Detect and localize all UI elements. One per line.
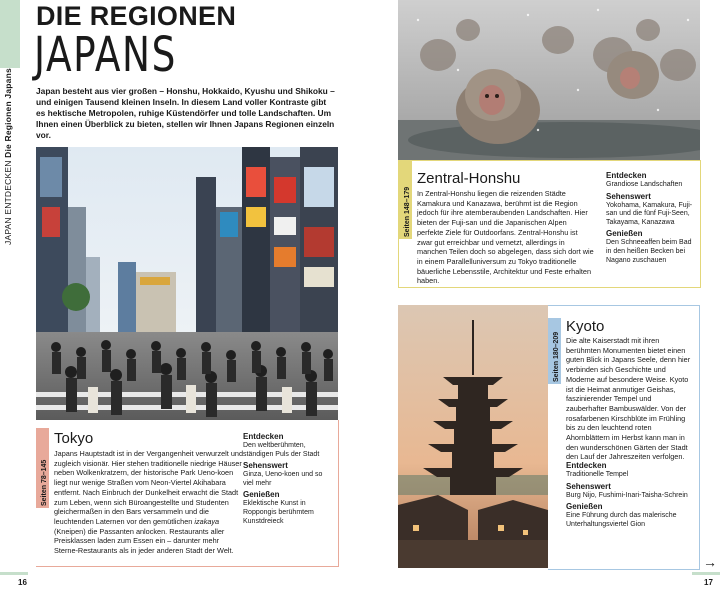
tokyo-text-part1: Japans Hauptstadt ist in der Vergangenheit verwurzelt und zugleich visionär. Hier stehen traditionelle niedrige Häuser neben Wolkenkratzern, der historische Park Ueno-koen liegt nur wenige Straßen vom Neon-Viertel Akihabara entfernt. Nach Einbruch der Dunkelheit erwacht die Stadt zum Leben, wenn sich Büroangestellte und Studenten gleichermaßen in den Bars versammeln und die leuchtenden Laternen vor den gemütlichen [54, 449, 244, 526]
next-page-arrow-icon[interactable]: → [703, 554, 717, 570]
honshu-title: Zentral-Honshu [417, 170, 521, 187]
tokyo-v3: Eklektische Kunst in Roppongis berühmtem Kunstdreieck [243, 500, 314, 525]
kyoto-v1: Traditionelle Tempel [566, 471, 629, 478]
tokyo-text-part2: (Kneipen) die Passanten anlocken. Restaurants aller Preisklassen laden zum Essen ein – darunter mehr Sterne-Restaurants als in jeder anderen Stadt der Welt. [54, 526, 234, 556]
page-heading-line1: DIE REGIONEN [36, 1, 237, 31]
honshu-h1: Entdecken [606, 171, 647, 180]
tokyo-v2: Ginza, Ueno-koen und so viel mehr [243, 471, 323, 487]
honshu-v2: Yokohama, Kamakura, Fuji-san und die fünf Fuji-Seen, Takayama, Kanazawa [606, 201, 693, 226]
tokyo-h3: Genießen [243, 490, 280, 500]
kyoto-title: Kyoto [566, 318, 605, 335]
honshu-v3: Den Schneeaffen beim Bad in den heißen Becken bei Nagano zuschauen [606, 239, 692, 264]
kyoto-v3: Eine Führung durch das malerische Unterhaltungsviertel Gion [566, 512, 677, 528]
page-number-left: 16 [18, 578, 27, 587]
tokyo-page-range: Seiten 78–145 [41, 459, 48, 506]
page-number-right: 17 [704, 578, 713, 587]
honshu-h2: Sehenswert [606, 191, 651, 201]
sidebar-running-head [3, 68, 17, 245]
section-color-tab [0, 0, 20, 68]
tokyo-region-box [36, 420, 339, 567]
tokyo-text-italic: izakaya [194, 516, 220, 526]
kyoto-page-range: Seiten 180–209 [553, 331, 560, 382]
honshu-description: In Zentral-Honshu liegen die reizenden Städte Kamakura und Kanazawa, berühmt ist die Region jedoch für ihre atemberaubenden Landschaften. Hier bieten der Fuji-san und die Japanischen Alpen perfekte Ziele für Outdoorfans. Zentral-Honshu ist zwar gut erreichbar und vernetzt, allerdings in manchen Teilen doch so abgelegen, dass sich dort wie in einem Parallelluniversum zu Tokyo traditionelle bäuerliche Lebensstile, Architektur und Feste erhalten haben. [417, 189, 594, 286]
kyoto-h3: Genießen [566, 502, 603, 512]
kyoto-description: Die alte Kaiserstadt mit ihren berühmten Monumenten bietet einen guten Blick in Japans Seele, denn hier verbinden sich Geschichte und Moderne auf besondere Weise. Kyoto ist die Heimat anmutiger Geishas, faszinierender Tempel und zauberhafter Bambuswälder. Von der rosafarbenen Kirschblüte im Frühling bis zu den leuchtend roten Ahornblättern im Herbst kann man in den wunderschönen Gärten der Stadt den Lauf der Jahreszeiten verfolgen. [566, 336, 691, 462]
kyoto-h1: Entdecken [566, 461, 607, 470]
tokyo-h2: Sehenswert [243, 461, 288, 471]
sidebar-prefix: JAPAN ENTDECKEN [3, 160, 13, 245]
tokyo-highlights [243, 432, 333, 528]
tokyo-h1: Entdecken [243, 432, 284, 441]
intro-paragraph: Japan besteht aus vier großen – Honshu, Hokkaido, Kyushu und Shikoku – und einigen Tausend kleinen Inseln. In diesem Land voller Kontraste gibt es hektische Metropolen, ruhige Küstendörfer und tolle Landschaften. Um Ihnen einen Überblick zu bieten, stellen wir Ihnen Japans Regionen einzeln vor. [36, 86, 335, 140]
kyoto-region-box [548, 305, 700, 570]
tokyo-v1: Den weltberühmten, ständigen Puls der Stadt [243, 442, 320, 458]
kyoto-pagoda-photo [398, 305, 548, 568]
kyoto-v2: Burg Nijo, Fushimi-Inari-Taisha-Schrein [566, 491, 688, 499]
footer-green-line-right [692, 572, 720, 575]
honshu-v1: Grandiose Landschaften [606, 181, 683, 188]
honshu-page-range: Seiten 148–179 [404, 186, 411, 237]
kyoto-highlights [566, 461, 692, 531]
sidebar-title: Die Regionen Japans [3, 68, 13, 158]
tokyo-street-photo [36, 147, 338, 422]
snow-monkeys-photo [398, 0, 700, 162]
honshu-h3: Genießen [606, 229, 643, 239]
tokyo-description [54, 449, 244, 556]
kyoto-page-strip [548, 318, 561, 384]
page-heading-line2: JAPANS [34, 27, 177, 83]
honshu-region-box [398, 160, 701, 288]
honshu-highlights [606, 171, 696, 267]
tokyo-title: Tokyo [54, 430, 94, 447]
footer-green-line-left [0, 572, 28, 575]
kyoto-h2: Sehenswert [566, 481, 611, 491]
tokyo-page-strip [36, 428, 49, 508]
honshu-page-strip [399, 161, 412, 239]
